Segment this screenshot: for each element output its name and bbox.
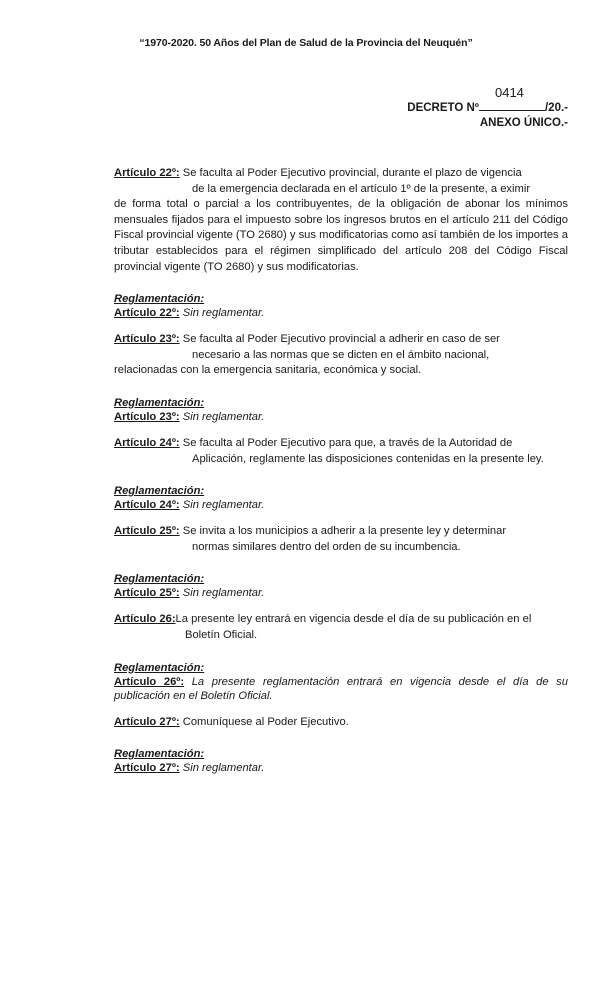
reglamentacion-23 (114, 397, 568, 424)
reglamentacion-label: Artículo 26º: (114, 675, 185, 688)
reglamentacion-text: Sin reglamentar. (179, 587, 265, 600)
decreto-line (407, 85, 568, 116)
article-text-first: Se faculta al Poder Ejecutivo para que, a través de la Autoridad de (179, 436, 513, 449)
reglamentacion-text: Sin reglamentar. (179, 410, 265, 423)
reglamentacion-25 (114, 573, 568, 600)
article-text-first: Se faculta al Poder Ejecutivo provincial a adherir en caso de ser (179, 333, 500, 346)
decreto-block (407, 85, 568, 131)
anexo-unico: ANEXO ÚNICO.- (479, 117, 568, 129)
article-label: Artículo 25º: (114, 525, 180, 538)
article-22 (114, 166, 568, 275)
article-text-hang: normas similares dentro del orden de su incumbencia. (192, 540, 461, 553)
article-label: Artículo 26: (114, 613, 176, 626)
reglamentacion-26 (114, 662, 568, 703)
decreto-prefix: DECRETO Nº (407, 102, 479, 114)
reglamentacion-title: Reglamentación: (114, 573, 205, 586)
article-text-first: Se invita a los municipios a adherir a la presente ley y determinar (179, 525, 507, 538)
reglamentacion-text: Sin reglamentar. (179, 499, 265, 512)
article-25 (114, 524, 568, 555)
reglamentacion-label: Artículo 27º: (114, 762, 180, 775)
article-text-rest: de forma total o parcial a los contribuyentes, de la obligación de abonar los mínimos mensuales fijados para el impuesto sobre los ingresos brutos en el artículo 211 del Código Fiscal provincial vigente (TO 2680) y sus modificatorias como así también de los importes a tributar establecidos para el régimen simplificado del artículo 208 del Código Fiscal provincial vigente (TO 2680) y sus modificatorias. (114, 198, 568, 273)
article-label: Artículo 22º: (114, 167, 180, 179)
reglamentacion-title: Reglamentación: (114, 396, 205, 409)
article-text-first: Comuníquese al Poder Ejecutivo. (179, 715, 349, 728)
reglamentacion-title: Reglamentación: (114, 293, 205, 306)
article-text-hang: Aplicación, reglamente las disposiciones contenidas en la presente ley. (192, 452, 544, 465)
article-text-hang: Boletín Oficial. (185, 628, 258, 641)
reglamentacion-title: Reglamentación: (114, 661, 205, 674)
article-23 (114, 332, 568, 379)
article-text-hang: de la emergencia declarada en el artículo 1º de la presente, a eximir (192, 182, 531, 195)
document-body (114, 166, 568, 787)
reglamentacion-24 (114, 485, 568, 512)
article-text-hang: necesario a las normas que se dicten en el ámbito nacional, (192, 348, 490, 361)
reglamentacion-22 (114, 293, 568, 320)
header-slogan: “1970-2020. 50 Años del Plan de Salud de la Provincia del Neuquén” (139, 37, 473, 49)
reglamentacion-label: Artículo 24º: (114, 499, 180, 512)
decreto-suffix: /20.- (544, 102, 568, 114)
article-27 (114, 715, 568, 731)
article-26 (114, 612, 568, 643)
reglamentacion-title: Reglamentación: (114, 485, 205, 498)
decreto-number: 0414 (494, 85, 524, 100)
reglamentacion-27 (114, 748, 568, 775)
article-label: Artículo 24º: (114, 436, 180, 449)
article-label: Artículo 23º: (114, 333, 180, 346)
reglamentacion-text: Sin reglamentar. (179, 307, 265, 320)
decreto-number-blank (479, 85, 545, 111)
article-text-first: La presente ley entrará en vigencia desde el día de su publicación en el (175, 613, 532, 626)
reglamentacion-text: Sin reglamentar. (179, 762, 265, 775)
article-24 (114, 436, 568, 467)
article-label: Artículo 27º: (114, 715, 180, 728)
article-text-first: Se faculta al Poder Ejecutivo provincial, durante el plazo de vigencia (179, 167, 522, 179)
reglamentacion-text: La presente reglamentación entrará en vigencia desde el día de su publicación en el Boletín Oficial. (114, 675, 568, 702)
reglamentacion-label: Artículo 22º: (114, 307, 180, 320)
reglamentacion-label: Artículo 23º: (114, 410, 180, 423)
reglamentacion-title: Reglamentación: (114, 748, 205, 761)
reglamentacion-label: Artículo 25º: (114, 587, 180, 600)
article-text-rest: relacionadas con la emergencia sanitaria, económica y social. (114, 364, 422, 377)
